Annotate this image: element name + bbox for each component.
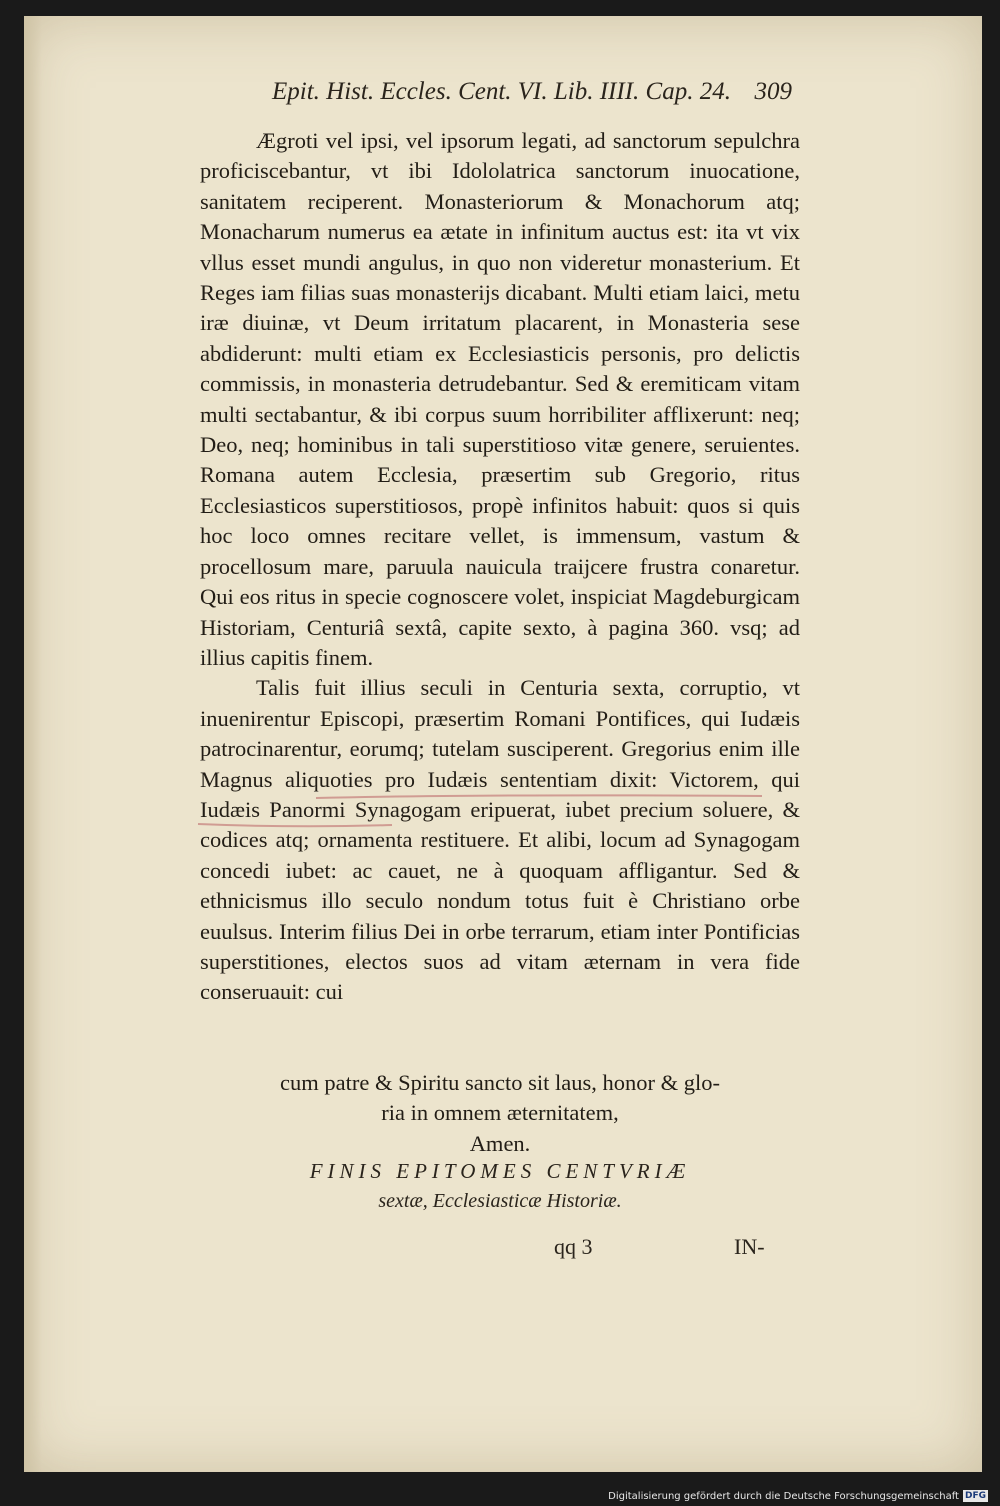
signature-mark: qq 3 — [554, 1234, 593, 1259]
running-header — [272, 78, 792, 114]
running-title: Epit. Hist. Eccles. Cent. VI. Lib. IIII. Cap. 24. — [272, 78, 731, 105]
book-page — [24, 16, 982, 1472]
paragraph: Ægroti vel ipsi, vel ipsorum legati, ad sanctorum sepulchra proficiscebantur, vt ibi Idololatrica sanctorum inuocatione, sanitatem reciperent. Monasteriorum & Monachorum atq; Monacharum numerus ea ætate in infinitum auctus est: ita vt vix vllus esset mundi angulus, in quo non videretur monasterium. Et Reges iam filias suas monasterijs dicabant. Multi etiam laici, metu iræ diuinæ, vt Deum irritatum placarent, in Monasteria sese abdiderunt: multi etiam ex Ecclesiasticis personis, pro delictis commissis, in monasteria detrudebantur. Sed & eremiticam vitam multi sectabantur, & ibi corpus suum horribiliter afflixerunt: neq; Deo, neq; hominibus in tali superstitioso vitæ genere, seruientes. Romana autem Ecclesia, præsertim sub Gregorio, ritus Ecclesiasticos superstitiosos, propè infinitos habuit: quos si quis hoc loco omnes recitare vellet, is immensum, vastum & procellosum mare, paruula nauicula traijcere frustra conaretur. Qui eos ritus in specie cognoscere volet, inspiciat Magdeburgicam Historiam, Centuriâ sextâ, capite sexto, à pagina 360. vsq; ad illius capitis finem. — [200, 128, 800, 670]
closing-doxology — [200, 1068, 800, 1159]
closing-amen: Amen. — [469, 1130, 531, 1156]
finis-line: FINIS EPITOMES CENTVRIÆ — [309, 1159, 691, 1183]
footer-credit: Digitalisierung gefördert durch die Deutsche Forschungsgemeinschaft — [608, 1490, 959, 1502]
finis-block — [200, 1156, 800, 1216]
closing-line: ria in omnem æternitatem, — [381, 1100, 619, 1126]
page-number: 309 — [754, 78, 792, 105]
main-text — [200, 126, 800, 1008]
digitization-footer — [608, 1490, 988, 1502]
dfg-logo-icon: DFG — [964, 1491, 986, 1501]
closing-line: cum patre & Spiritu sancto sit laus, honor & glo- — [280, 1070, 720, 1095]
finis-subline: sextæ, Ecclesiasticæ Historiæ. — [378, 1190, 622, 1212]
paragraph: Talis fuit illius seculi in Centuria sexta, corruptio, vt inuenirentur Episcopi, præsertim Romani Pontifices, qui Iudæis patrocinarentur, eorumq; tutelam susciperent. Gregorius enim ille Magnus aliquoties pro Iudæis sententiam dixit: Victorem, qui Iudæis Panormi Synagogam eripuerat, iubet precium soluere, & codices atq; ornamenta restituere. Et alibi, locum ad Synagogam concedi iubet: ac cauet, ne à quoquam affligantur. Sed & ethnicismus illo seculo nondum totus fuit è Christiano orbe euulsus. Interim filius Dei in orbe terrarum, etiam inter Pontificias superstitiones, electos suos ad vitam æternam in vera fide conseruauit: cui — [200, 675, 800, 1005]
catchword: IN- — [734, 1234, 765, 1259]
